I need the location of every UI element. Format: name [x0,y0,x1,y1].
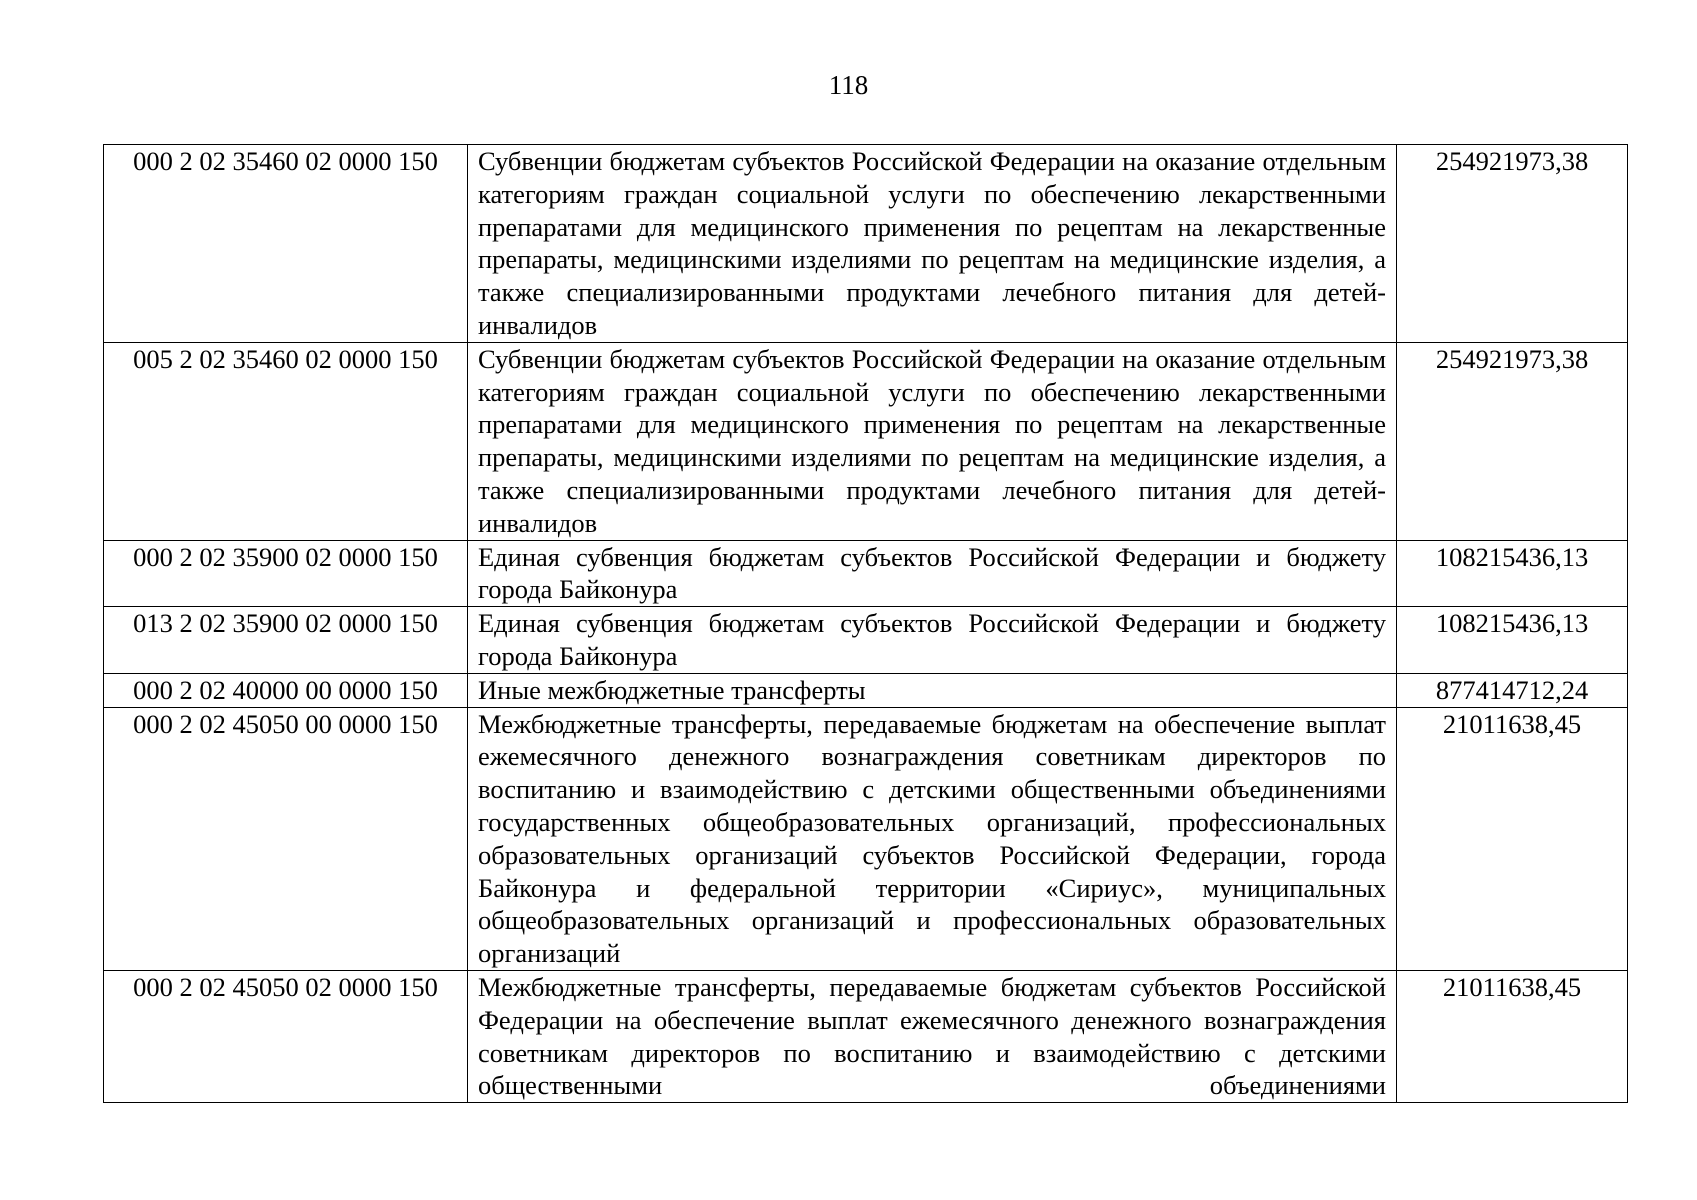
table-row [104,607,1628,674]
revenue-code-cell: 013 2 02 35900 02 0000 150 [104,607,468,674]
revenue-code-cell: 000 2 02 45050 02 0000 150 [104,970,468,1102]
revenue-description-cell: Иные межбюджетные трансферты [468,673,1397,707]
amount-cell: 21011638,45 [1397,707,1628,970]
revenue-description-cell: Межбюджетные трансферты, передаваемые бюджетам на обеспечение выплат ежемесячного денежного вознаграждения советникам директоров по воспитанию и взаимодействию с детскими общественными объединениями государственных общеобразовательных организаций, профессиональных образовательных организаций субъектов Российской Федерации, города Байконура и федеральной территории «Сириус», муниципальных общеобразовательных организаций и профессиональных образовательных организаций [468,707,1397,970]
revenue-code-cell: 000 2 02 35460 02 0000 150 [104,145,468,343]
page-number: 118 [828,70,869,100]
table-row [104,970,1628,1102]
amount-cell: 254921973,38 [1397,342,1628,540]
revenue-description-cell: Межбюджетные трансферты, передаваемые бюджетам субъектов Российской Федерации на обеспечение выплат ежемесячного денежного вознаграждения советникам директоров по воспитанию и взаимодействию с детскими общественными объединениями [468,970,1397,1102]
revenue-description-cell: Субвенции бюджетам субъектов Российской Федерации на оказание отдельным категориям граждан социальной услуги по обеспечению лекарственными препаратами для медицинского применения по рецептам на лекарственные препараты, медицинскими изделиями по рецептам на медицинские изделия, а также специализированными продуктами лечебного питания для детей-инвалидов [468,145,1397,343]
revenue-code-cell: 000 2 02 35900 02 0000 150 [104,540,468,607]
budget-revenue-table [103,144,1628,1103]
amount-cell: 21011638,45 [1397,970,1628,1102]
revenue-code-cell: 000 2 02 45050 00 0000 150 [104,707,468,970]
table-row [104,707,1628,970]
amount-cell: 877414712,24 [1397,673,1628,707]
amount-cell: 108215436,13 [1397,607,1628,674]
revenue-description-cell: Субвенции бюджетам субъектов Российской Федерации на оказание отдельным категориям граждан социальной услуги по обеспечению лекарственными препаратами для медицинского применения по рецептам на лекарственные препараты, медицинскими изделиями по рецептам на медицинские изделия, а также специализированными продуктами лечебного питания для детей-инвалидов [468,342,1397,540]
amount-cell: 108215436,13 [1397,540,1628,607]
revenue-description-cell: Единая субвенция бюджетам субъектов Российской Федерации и бюджету города Байконура [468,540,1397,607]
table-row [104,673,1628,707]
revenue-description-cell: Единая субвенция бюджетам субъектов Российской Федерации и бюджету города Байконура [468,607,1397,674]
revenue-code-cell: 000 2 02 40000 00 0000 150 [104,673,468,707]
table-row [104,342,1628,540]
table-row [104,540,1628,607]
amount-cell: 254921973,38 [1397,145,1628,343]
revenue-code-cell: 005 2 02 35460 02 0000 150 [104,342,468,540]
table-row [104,145,1628,343]
